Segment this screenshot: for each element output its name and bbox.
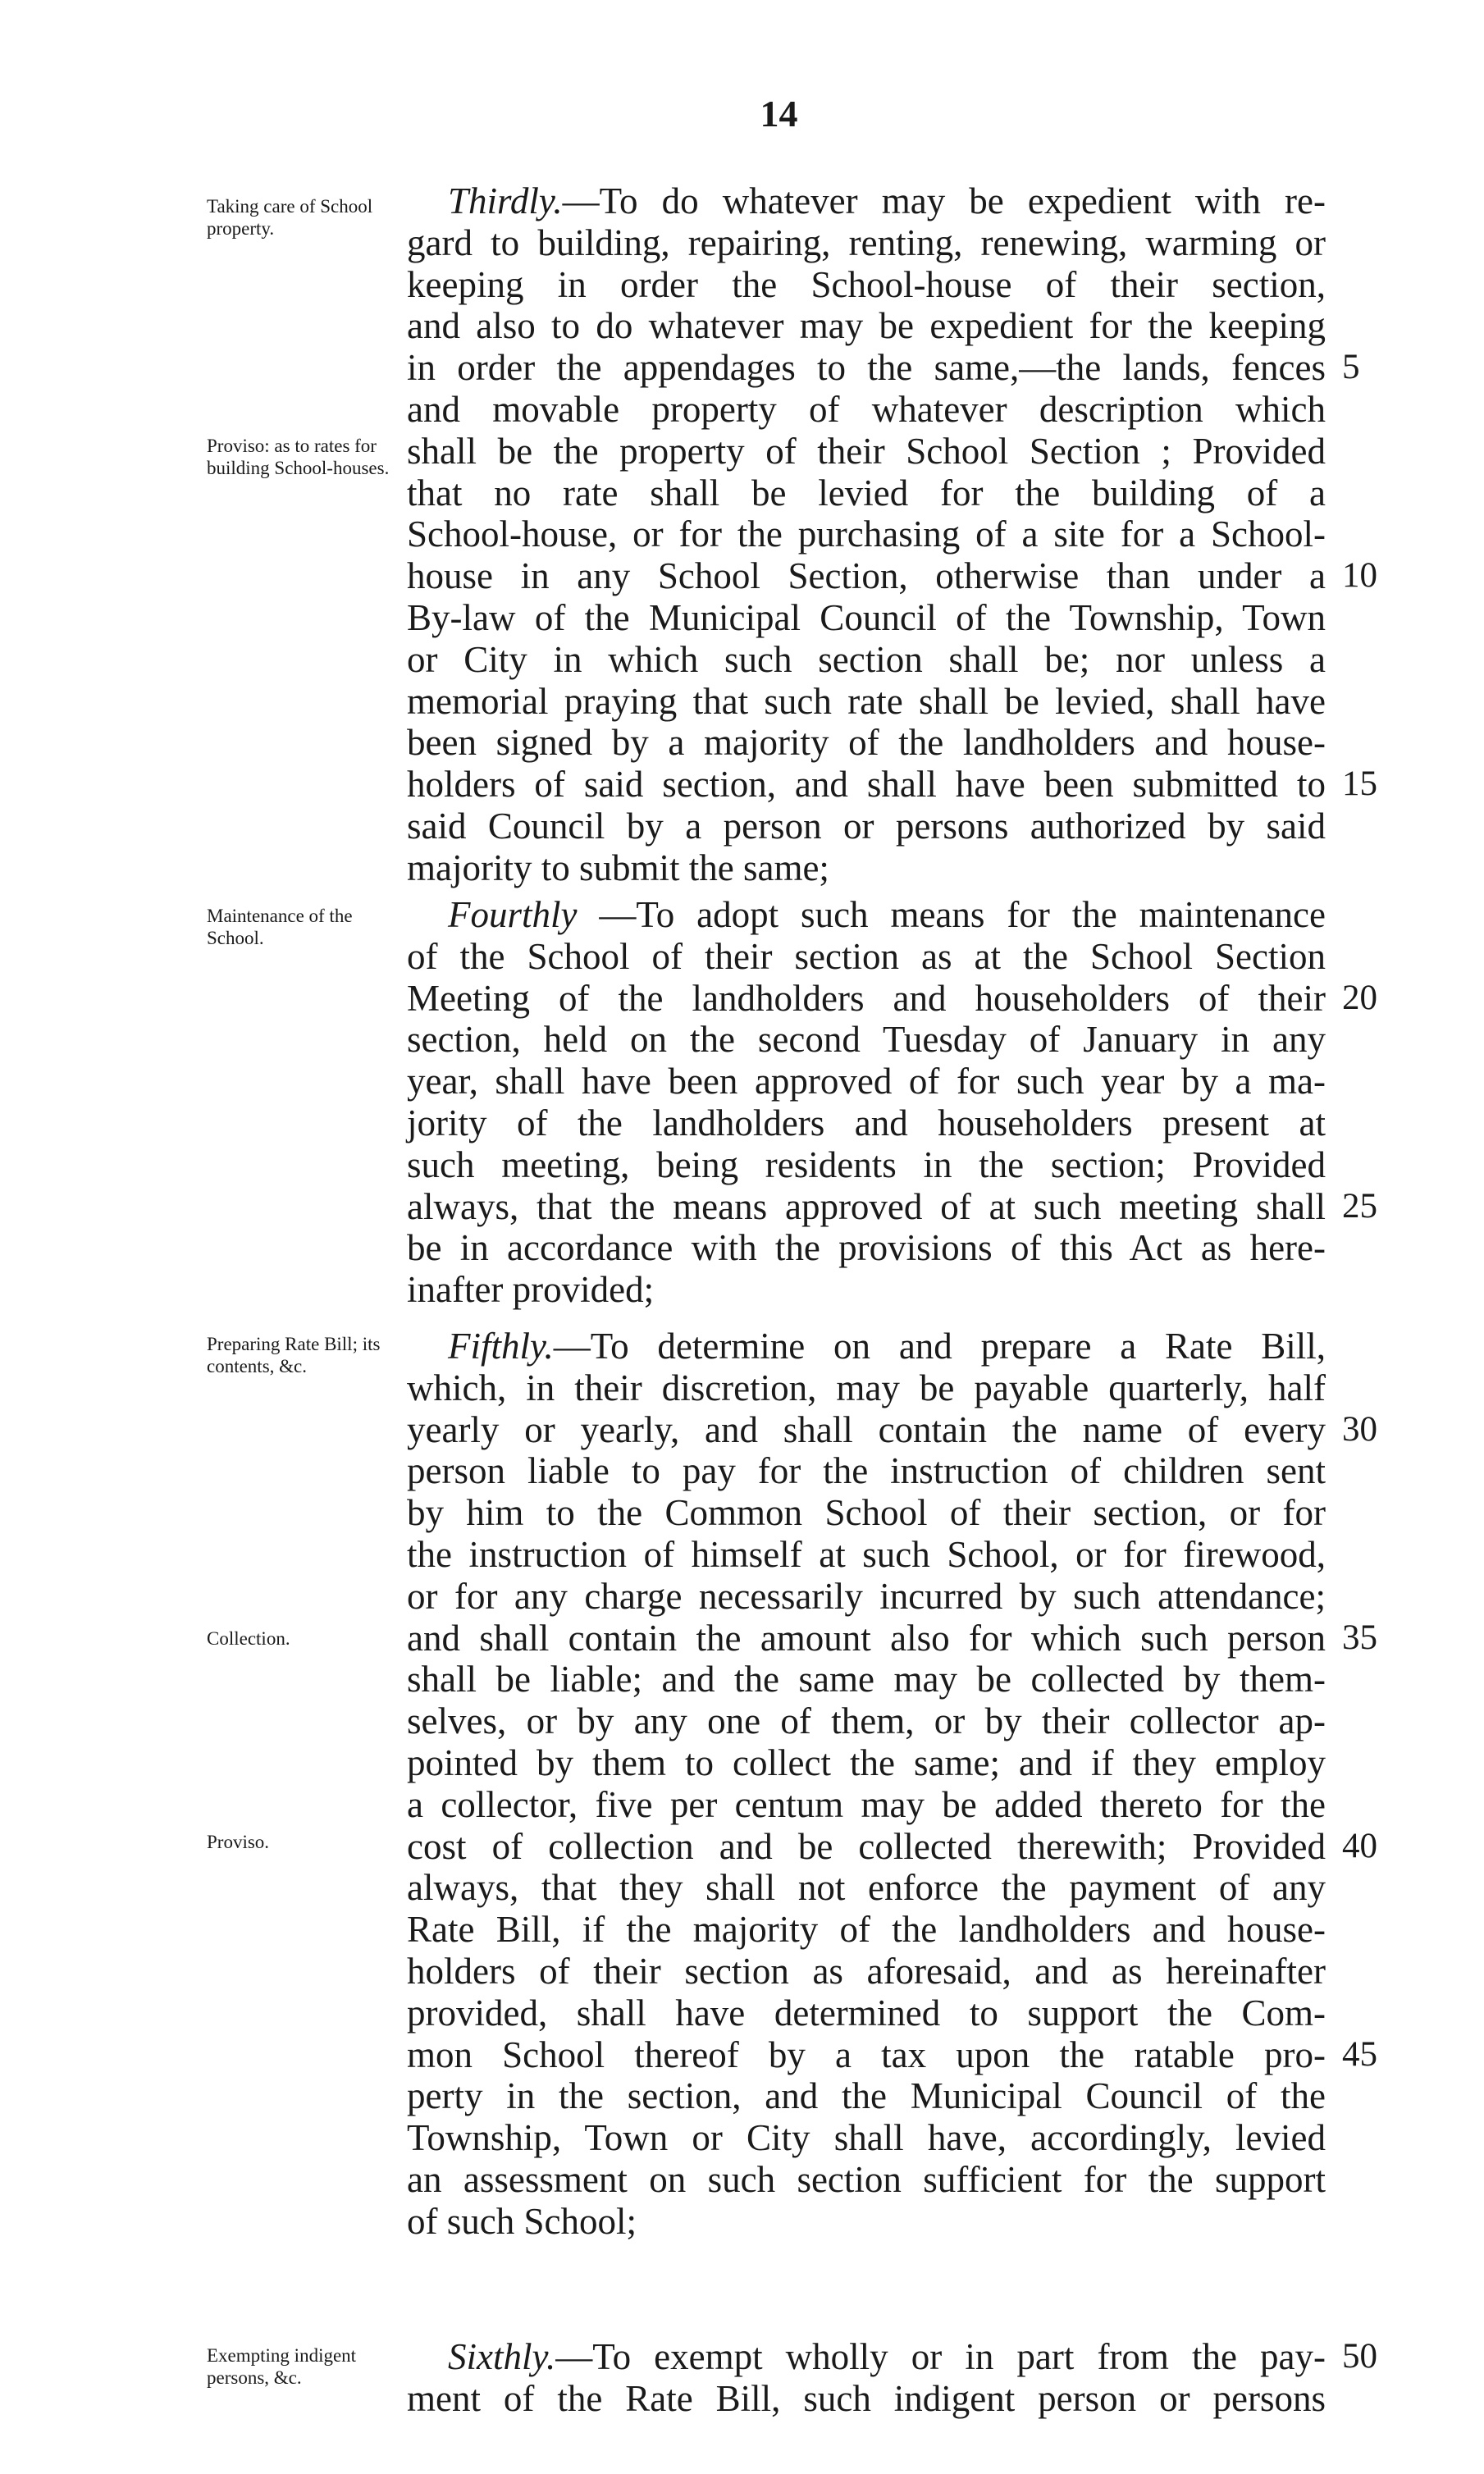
line-text: and shall contain the amount also for which such person xyxy=(407,1617,1326,1659)
text-line xyxy=(407,1742,1326,1783)
margin-note: Preparing Rate Bill; its contents, &c. xyxy=(207,1334,381,1376)
text-line xyxy=(407,1061,1326,1102)
text-line xyxy=(407,1784,1326,1825)
line-text: pointed by them to collect the same; and if they employ xyxy=(407,1742,1326,1783)
line-text: and also to do whatever may be expedient for the keeping xyxy=(407,305,1326,347)
line-text: Rate Bill, if the majority of the landholders and house- xyxy=(407,1909,1326,1951)
text-line xyxy=(407,2336,1326,2377)
text-line xyxy=(407,1618,1326,1659)
text-line xyxy=(407,1492,1326,1533)
text-line xyxy=(407,978,1326,1019)
text-line xyxy=(407,1909,1326,1950)
line-number: 25 xyxy=(1342,1186,1377,1226)
line-number: 5 xyxy=(1342,348,1360,387)
text-line xyxy=(407,222,1326,263)
line-text: By-law of the Municipal Council of the Township, Town xyxy=(407,597,1326,638)
line-number: 45 xyxy=(1342,2034,1377,2074)
text-line xyxy=(407,1186,1326,1227)
line-number: 30 xyxy=(1342,1409,1377,1449)
line-text: that no rate shall be levied for the building of a xyxy=(407,472,1326,514)
margin-note: Collection. xyxy=(207,1628,290,1649)
line-text: cost of collection and be collected therewith; Provided xyxy=(407,1825,1326,1867)
line-text: yearly or yearly, and shall contain the name of every xyxy=(407,1408,1326,1450)
text-line xyxy=(407,1269,1326,1310)
line-text: jority of the landholders and householders present at xyxy=(407,1102,1326,1143)
text-line xyxy=(407,180,1326,221)
text-line xyxy=(407,472,1326,514)
text-line xyxy=(407,1992,1326,2034)
line-text: in order the appendages to the same,—the lands, fences xyxy=(407,347,1326,389)
line-text: year, shall have been approved of for such year by a ma- xyxy=(407,1061,1326,1102)
text-line xyxy=(407,1576,1326,1617)
paragraph-lead: Thirdly. xyxy=(448,180,563,221)
text-line xyxy=(407,1951,1326,1992)
text-line xyxy=(407,2159,1326,2200)
line-text: School-house, or for the purchasing of a site for a School- xyxy=(407,514,1326,555)
line-text: person liable to pay for the instruction of children sent xyxy=(407,1450,1326,1492)
line-text: shall be the property of their School Section ; Provided xyxy=(407,430,1326,472)
text-line xyxy=(407,1659,1326,1700)
text-line xyxy=(407,1227,1326,1268)
line-text: ment of the Rate Bill, such indigent person or persons xyxy=(407,2377,1326,2419)
text-line xyxy=(407,2075,1326,2116)
paragraph-lead: Fifthly. xyxy=(448,1326,554,1367)
line-text: keeping in order the School-house of their section, xyxy=(407,263,1326,305)
text-line xyxy=(407,806,1326,847)
line-text: holders of said section, and shall have been submitted to xyxy=(407,764,1326,806)
line-text: memorial praying that such rate shall be levied, shall have xyxy=(407,680,1326,722)
text-line xyxy=(407,431,1326,472)
line-number: 40 xyxy=(1342,1826,1377,1865)
line-text: Township, Town or City shall have, accordingly, levied xyxy=(407,2117,1326,2159)
margin-note: Proviso. xyxy=(207,1832,270,1852)
line-text: —To determine on and prepare a Rate Bill, xyxy=(553,1326,1326,1367)
line-number: 10 xyxy=(1342,556,1377,596)
line-number: 35 xyxy=(1342,1618,1377,1657)
text-line xyxy=(407,681,1326,722)
text-line xyxy=(407,1019,1326,1060)
line-text: always, that they shall not enforce the payment of any xyxy=(407,1867,1326,1909)
text-line xyxy=(407,722,1326,763)
text-line xyxy=(407,1826,1326,1867)
line-text: —To exempt wholly or in part from the pay- xyxy=(555,2336,1326,2377)
text-line xyxy=(407,597,1326,638)
text-line xyxy=(407,2034,1326,2075)
line-text: by him to the Common School of their section, or for xyxy=(407,1492,1326,1534)
text-line xyxy=(407,555,1326,596)
line-text: the instruction of himself at such School, or for firewood, xyxy=(407,1534,1326,1575)
line-text: perty in the section, and the Municipal Council of the xyxy=(407,2075,1326,2117)
text-line xyxy=(407,2201,1326,2242)
text-line xyxy=(407,764,1326,805)
line-text: which, in their discretion, may be payable quarterly, half xyxy=(407,1367,1326,1408)
line-text: —To do whatever may be expedient with re- xyxy=(562,180,1326,221)
text-line xyxy=(407,305,1326,346)
line-text: shall be liable; and the same may be collected by them- xyxy=(407,1659,1326,1700)
line-text: section, held on the second Tuesday of January in any xyxy=(407,1019,1326,1061)
line-text: a collector, five per centum may be added thereto for the xyxy=(407,1783,1326,1825)
text-line xyxy=(407,1409,1326,1450)
line-number: 15 xyxy=(1342,765,1377,804)
text-line xyxy=(407,347,1326,388)
line-text: inafter provided; xyxy=(407,1269,655,1311)
line-number: 50 xyxy=(1342,2337,1377,2376)
line-text: an assessment on such section sufficient for the support xyxy=(407,2159,1326,2200)
text-line xyxy=(407,2117,1326,2158)
text-line xyxy=(407,1534,1326,1575)
text-line xyxy=(407,389,1326,430)
paragraph-lead: Sixthly. xyxy=(448,2336,556,2377)
line-text: gard to building, repairing, renting, renewing, warming or xyxy=(407,221,1326,263)
text-line xyxy=(407,1867,1326,1908)
line-text: always, that the means approved of at such meeting shall xyxy=(407,1185,1326,1227)
text-line xyxy=(407,894,1326,935)
text-line xyxy=(407,2378,1326,2419)
line-text: said Council by a person or persons authorized by said xyxy=(407,806,1326,847)
line-text: selves, or by any one of them, or by their collector ap- xyxy=(407,1700,1326,1742)
text-line xyxy=(407,1700,1326,1741)
line-text: Meeting of the landholders and householders of their xyxy=(407,977,1326,1019)
line-text: of such School; xyxy=(407,2200,637,2242)
text-line xyxy=(407,639,1326,680)
text-line xyxy=(407,1326,1326,1367)
text-line xyxy=(407,847,1326,888)
line-text: mon School thereof by a tax upon the ratable pro- xyxy=(407,2034,1326,2075)
line-text: majority to submit the same; xyxy=(407,847,829,888)
text-line xyxy=(407,1144,1326,1185)
text-line xyxy=(407,936,1326,977)
line-text: of the School of their section as at the School Section xyxy=(407,935,1326,977)
line-number: 20 xyxy=(1342,978,1377,1017)
line-text: —To adopt such means for the maintenance xyxy=(577,894,1326,935)
margin-note: Taking care of School property. xyxy=(207,196,373,239)
margin-note: Exempting indigent persons, &c. xyxy=(207,2345,357,2388)
line-text: provided, shall have determined to support the Com- xyxy=(407,1992,1326,2034)
page-number: 14 xyxy=(760,93,798,135)
line-text: and movable property of whatever description which xyxy=(407,389,1326,430)
line-text: or City in which such section shall be; nor unless a xyxy=(407,638,1326,680)
margin-note: Proviso: as to rates for building School-houses. xyxy=(207,436,390,478)
line-text: been signed by a majority of the landholders and house- xyxy=(407,722,1326,764)
line-text: holders of their section as aforesaid, and as hereinafter xyxy=(407,1951,1326,1992)
paragraph-lead: Fourthly xyxy=(448,894,578,935)
text-line xyxy=(407,1367,1326,1408)
margin-note: Maintenance of the School. xyxy=(207,906,353,948)
line-text: be in accordance with the provisions of this Act as here- xyxy=(407,1227,1326,1269)
line-text: house in any School Section, otherwise than under a xyxy=(407,555,1326,597)
line-text: or for any charge necessarily incurred by such attendance; xyxy=(407,1575,1326,1617)
text-line xyxy=(407,514,1326,555)
text-line xyxy=(407,1102,1326,1143)
line-text: such meeting, being residents in the section; Provided xyxy=(407,1143,1326,1185)
text-line xyxy=(407,1450,1326,1491)
text-line xyxy=(407,264,1326,305)
